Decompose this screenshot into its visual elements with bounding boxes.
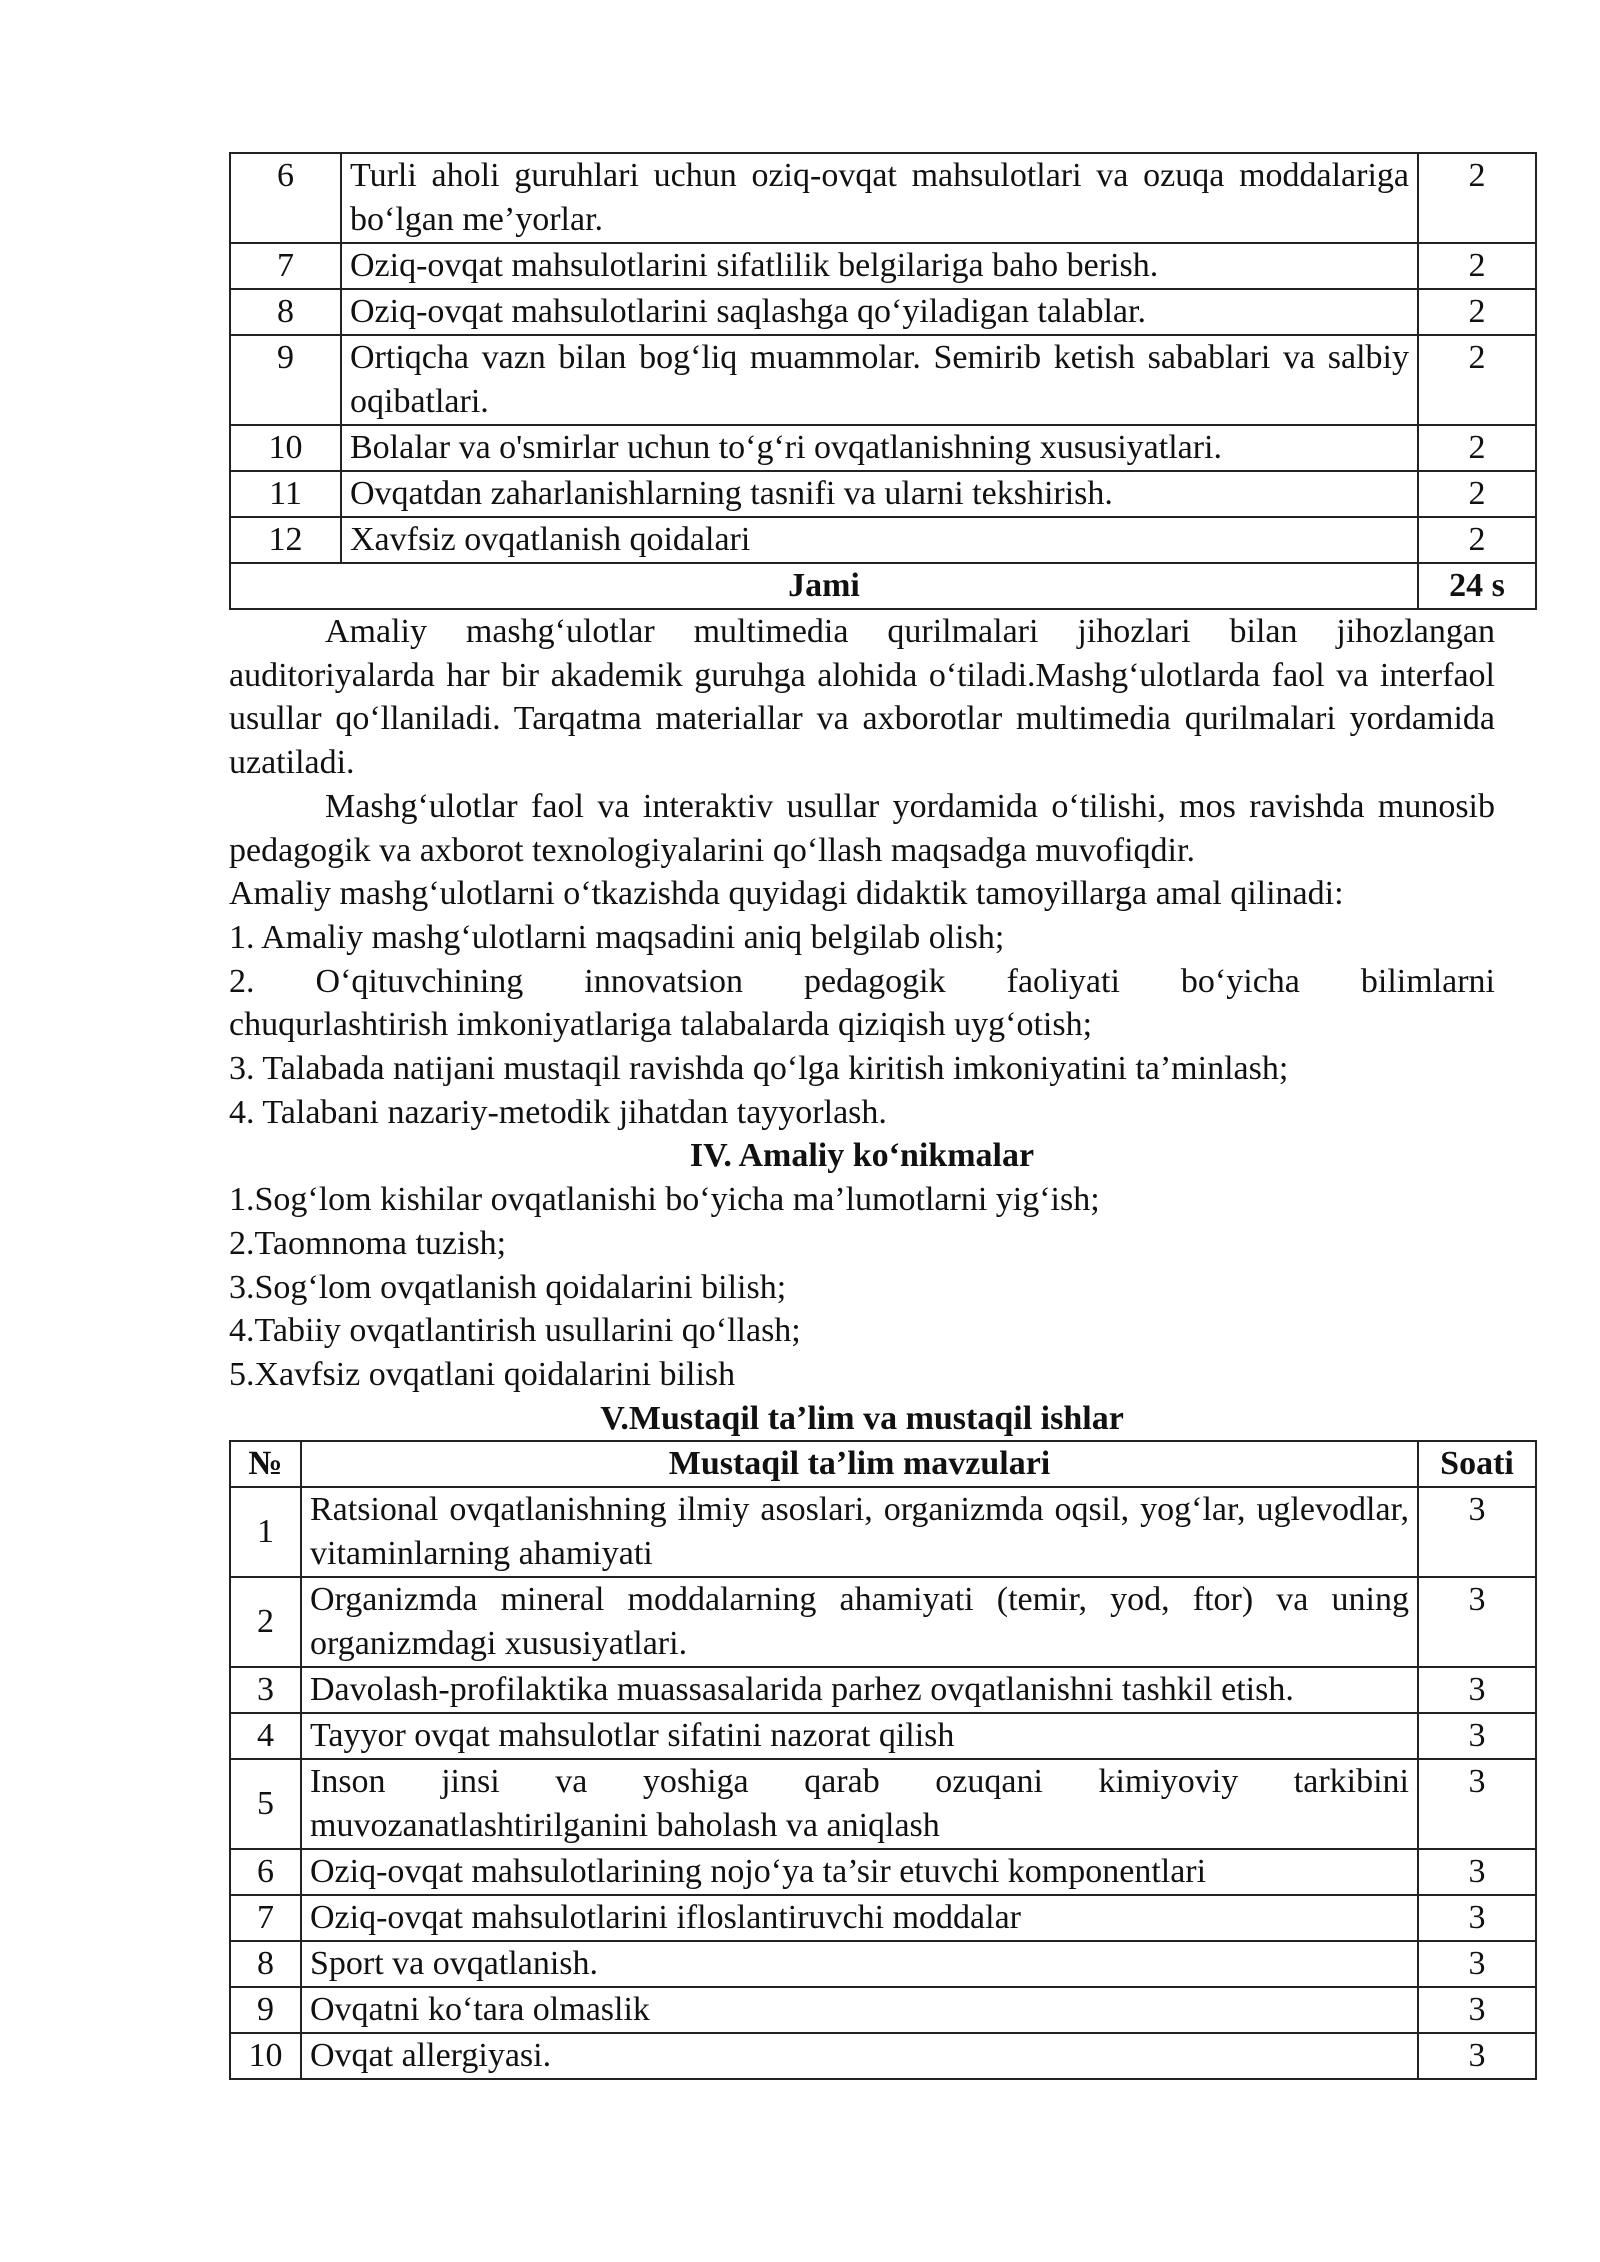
list-item: 5.Xavfsiz ovqatlani qoidalarini bilish: [229, 1355, 736, 1393]
row-number: 7: [230, 1895, 301, 1941]
row-topic: Ortiqcha vazn bilan bog‘liq muammolar. Semirib ketish sabablari va salbiy oqibatlari.: [341, 335, 1418, 425]
row-hours: 2: [1418, 153, 1536, 243]
row-hours: 2: [1418, 289, 1536, 335]
row-number: 10: [230, 425, 341, 471]
list-item: 3.Sog‘lom ovqatlanish qoidalarini bilish;: [229, 1268, 787, 1306]
row-topic: Organizmda mineral moddalarning ahamiyati (temir, yod, ftor) va uning organizmdagi xususiyatlari.: [301, 1577, 1418, 1667]
list-item: chuqurlashtirish imkoniyatlariga talabalarda qiziqish uyg‘otish;: [229, 1006, 1093, 1044]
table-row: [230, 425, 1536, 471]
table-row: [230, 1577, 1536, 1667]
paragraph: Amaliy mashg‘ulotlarni o‘tkazishda quyidagi didaktik tamoyillarga amal qilinadi:: [229, 875, 1344, 913]
table-header-row: [230, 1441, 1536, 1487]
row-topic: Tayyor ovqat mahsulotlar sifatini nazorat qilish: [301, 1713, 1418, 1759]
section-heading: IV. Amaliy ko‘nikmalar: [689, 1137, 1035, 1175]
table-row: [230, 471, 1536, 517]
row-topic: Inson jinsi va yoshiga qarab ozuqani kimiyoviy tarkibini muvozanatlashtirilganini baholash va aniqlash: [301, 1759, 1418, 1849]
row-hours: 3: [1418, 1759, 1536, 1849]
table-row: [230, 1667, 1536, 1713]
list-item: 4.Tabiiy ovqatlantirish usullarini qo‘llash;: [229, 1312, 801, 1350]
row-number: 8: [230, 289, 341, 335]
table-row: [230, 153, 1536, 243]
row-topic: Ovqatni ko‘tara olmaslik: [301, 1987, 1418, 2033]
total-label: Jami: [230, 563, 1418, 609]
table-row: [230, 1759, 1536, 1849]
row-topic: Sport va ovqatlanish.: [301, 1941, 1418, 1987]
row-topic: Ovqatdan zaharlanishlarning tasnifi va ularni tekshirish.: [341, 471, 1418, 517]
total-value: 24 s: [1418, 563, 1536, 609]
independent-study-table: [229, 1440, 1537, 2080]
paragraph: Amaliy mashg‘ulotlar multimedia qurilmalari jihozlari bilan jihozlangan auditoriyalarda har bir akademik guruhga alohida o‘tiladi.Mashg‘ulotlarda faol va interfaol usullar qo‘llaniladi. Tarqatma materiallar va axborotlar multimedia qurilmalari yordamida uzatiladi.: [229, 613, 1495, 782]
table-row: [230, 1849, 1536, 1895]
list-item: 1. Amaliy mashg‘ulotlarni maqsadini aniq belgilab olish;: [229, 918, 1005, 956]
row-number: 3: [230, 1667, 301, 1713]
row-hours: 2: [1418, 517, 1536, 563]
row-topic: Oziq-ovqat mahsulotlarini sifatlilik belgilariga baho berish.: [341, 243, 1418, 289]
row-number: 9: [230, 335, 341, 425]
document-page: [229, 152, 1535, 2080]
table-row: [230, 2033, 1536, 2079]
row-number: 10: [230, 2033, 301, 2079]
row-hours: 3: [1418, 1895, 1536, 1941]
paragraph: Mashg‘ulotlar faol va interaktiv usullar yordamida o‘tilishi, mos ravishda munosib pedagogik va axborot texnologiyalarini qo‘llash maqsadga muvofiqdir.: [229, 787, 1495, 869]
table-row: [230, 1713, 1536, 1759]
row-topic: Turli aholi guruhlari uchun oziq-ovqat mahsulotlari va ozuqa moddalariga bo‘lgan me’yorlar.: [341, 153, 1418, 243]
row-hours: 2: [1418, 335, 1536, 425]
row-hours: 2: [1418, 243, 1536, 289]
row-hours: 3: [1418, 1987, 1536, 2033]
table-row: [230, 1987, 1536, 2033]
row-hours: 3: [1418, 1577, 1536, 1667]
row-number: 6: [230, 1849, 301, 1895]
row-topic: Oziq-ovqat mahsulotlarining nojo‘ya ta’sir etuvchi komponentlari: [301, 1849, 1418, 1895]
row-number: 7: [230, 243, 341, 289]
header-topic: Mustaqil ta’lim mavzulari: [301, 1441, 1418, 1487]
table-row: [230, 289, 1536, 335]
table-row: [230, 1487, 1536, 1577]
row-number: 2: [230, 1577, 301, 1667]
table-row: [230, 335, 1536, 425]
total-row: [230, 563, 1536, 609]
row-topic: Davolash-profilaktika muassasalarida parhez ovqatlanishni tashkil etish.: [301, 1667, 1418, 1713]
list-item: 3. Talabada natijani mustaqil ravishda qo‘lga kiritish imkoniyatini ta’minlash;: [229, 1050, 1289, 1088]
table-row: [230, 243, 1536, 289]
table-row: [230, 1895, 1536, 1941]
row-number: 11: [230, 471, 341, 517]
list-item: 2. O‘qituvchining innovatsion pedagogik faoliyati bo‘yicha bilimlarni: [229, 962, 1495, 1000]
row-number: 9: [230, 1987, 301, 2033]
list-item: 2.Taomnoma tuzish;: [229, 1224, 507, 1262]
row-number: 8: [230, 1941, 301, 1987]
table-row: [230, 1941, 1536, 1987]
row-number: 1: [230, 1487, 301, 1577]
row-topic: Bolalar va o'smirlar uchun to‘g‘ri ovqatlanishning xususiyatlari.: [341, 425, 1418, 471]
list-item: 1.Sog‘lom kishilar ovqatlanishi bo‘yicha ma’lumotlarni yig‘ish;: [229, 1181, 1100, 1219]
row-number: 5: [230, 1759, 301, 1849]
header-number: №: [230, 1441, 301, 1487]
row-hours: 3: [1418, 1487, 1536, 1577]
row-hours: 3: [1418, 2033, 1536, 2079]
header-hours: Soati: [1418, 1441, 1536, 1487]
row-topic: Xavfsiz ovqatlanish qoidalari: [341, 517, 1418, 563]
list-item: 4. Talabani nazariy-metodik jihatdan tayyorlash.: [229, 1093, 887, 1131]
row-topic: Ratsional ovqatlanishning ilmiy asoslari, organizmda oqsil, yog‘lar, uglevodlar, vitaminlarning ahamiyati: [301, 1487, 1418, 1577]
table-row: [230, 517, 1536, 563]
row-hours: 2: [1418, 471, 1536, 517]
row-topic: Ovqat allergiyasi.: [301, 2033, 1418, 2079]
row-hours: 3: [1418, 1941, 1536, 1987]
row-hours: 3: [1418, 1667, 1536, 1713]
section-heading: V.Mustaqil ta’lim va mustaqil ishlar: [600, 1399, 1124, 1437]
body-text: [229, 610, 1495, 1440]
lessons-table: [229, 152, 1537, 610]
row-hours: 2: [1418, 425, 1536, 471]
row-number: 12: [230, 517, 341, 563]
row-number: 4: [230, 1713, 301, 1759]
row-hours: 3: [1418, 1849, 1536, 1895]
row-topic: Oziq-ovqat mahsulotlarini saqlashga qo‘yiladigan talablar.: [341, 289, 1418, 335]
row-number: 6: [230, 153, 341, 243]
row-topic: Oziq-ovqat mahsulotlarini ifloslantiruvchi moddalar: [301, 1895, 1418, 1941]
row-hours: 3: [1418, 1713, 1536, 1759]
